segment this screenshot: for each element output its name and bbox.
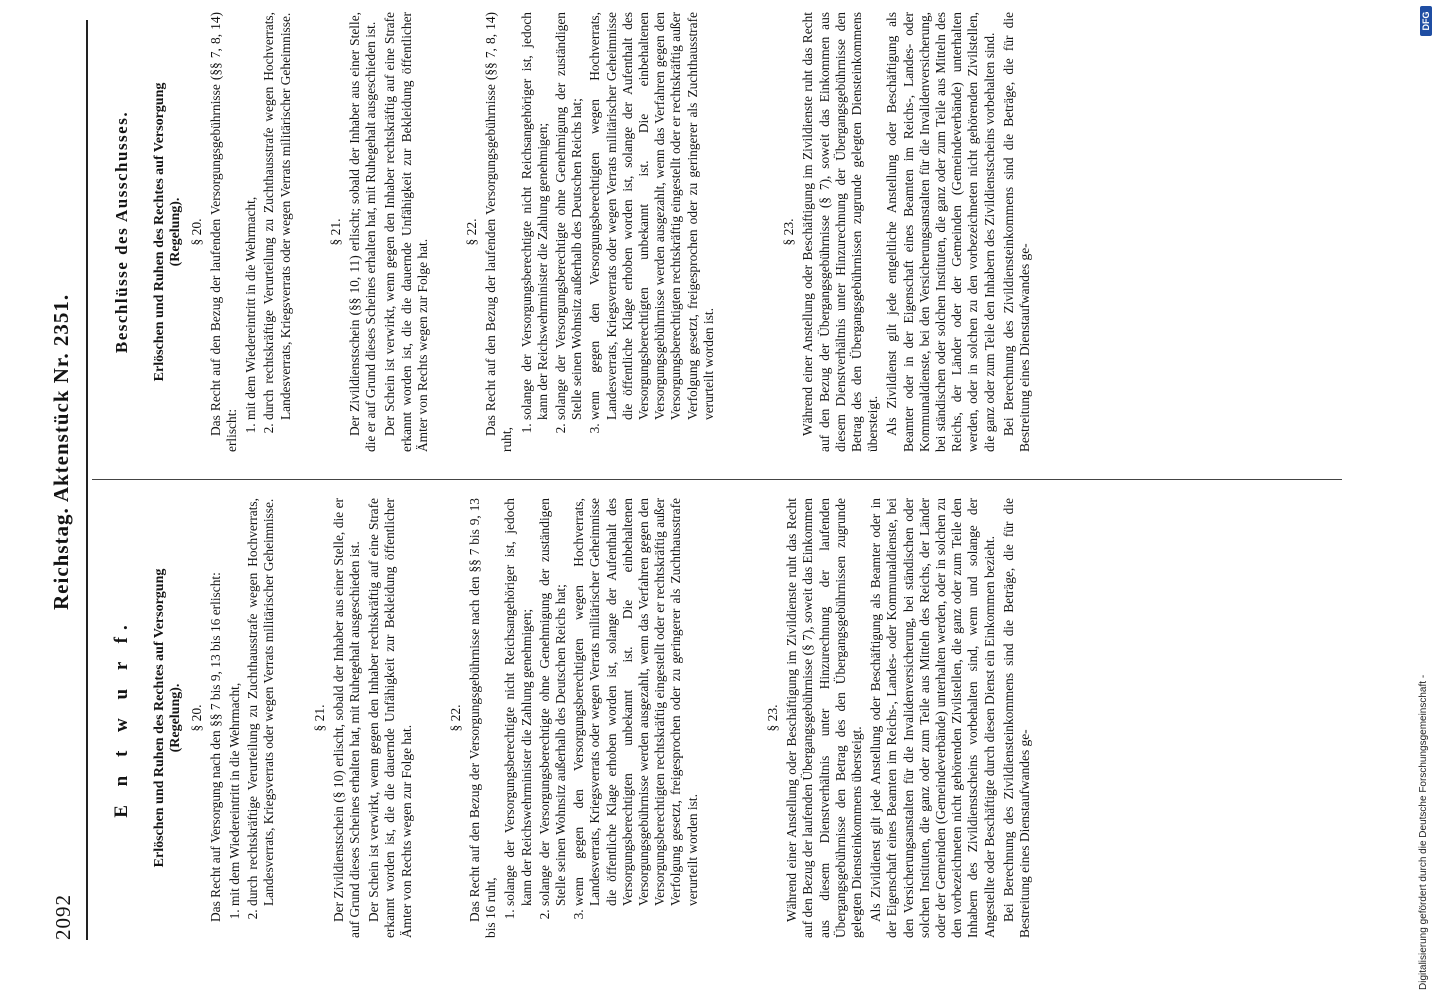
list-item: 2. solange der Versorgungsberechtigte ohne Genehmigung der zuständigen Stelle seinen Wohnsitz außerhalb des Deutschen Reichs hat; — [537, 498, 569, 906]
left-s22-intro: Das Recht auf den Bezug der Versorgungsgebührnisse nach den §§ 7 bis 9, 13 bis 16 ruht, — [467, 498, 499, 938]
left-s23-p2: Als Zivildienst gilt jede Anstellung oder Beschäftigung als Beamter oder in der Eigenschaft eines Beamten im Reichs-, Landes- oder Kommunaldienste, bei den Versicherungsanstalten für die Invalidenversicherung, bei ständischen oder solchen Instituten, die ganz oder zum Teile aus Mitteln des Reichs, der Länder oder der Gemeinden (Gemeindeverbände) unterhalten werden, oder in solchen zu den vorbezeichneten nicht gehörenden Zivilstellen, die ganz oder zum Teile den Inhabern des Zivildienstscheins vorbehalten sind, wenn und solange der Angestellte oder Beschäftigte durch diesen Dienst ein Einkommen bezieht. — [868, 498, 997, 938]
left-s21-p2: Der Schein ist verwirkt, wenn gegen den Inhaber rechtskräftig auf eine Strafe erkannt worden ist, die die dauernde Unfähigkeit zur Bekleidung öffentlicher Ämter von Rechts wegen zur Folge hat. — [366, 498, 414, 938]
digitization-credit — [1418, 10, 1432, 990]
right-s20-list — [243, 12, 294, 452]
left-s23-number: § 23. — [764, 704, 780, 732]
right-s22-list — [519, 12, 717, 452]
left-column — [100, 498, 1036, 938]
right-s22-intro: Das Recht auf den Bezug der laufenden Versorgungsgebührnisse (§§ 7, 8, 14) ruht, — [483, 12, 515, 452]
list-item: 1. mit dem Wiedereintritt in die Wehrmacht, — [243, 12, 259, 420]
left-s20-list — [227, 498, 278, 938]
left-s21-number: § 21. — [311, 704, 327, 732]
dfg-logo-icon — [1420, 6, 1432, 36]
header-rule — [86, 20, 88, 940]
right-s20-number: § 20. — [188, 218, 204, 246]
list-item: 1. mit dem Wiedereintritt in die Wehrmacht, — [227, 498, 243, 906]
list-item: 1. solange der Versorgungsberechtigte nicht Reichsangehöriger ist, jedoch kann der Reichswehrminister die Zahlung genehmigen; — [519, 12, 551, 420]
right-s23-p1: Während einer Anstellung oder Beschäftigung im Zivildienste ruht das Recht auf den Bezug der Übergangsgebührnisse (§ 7), soweit das Einkommen aus diesem Dienstverhältnis unter Hinzurechnung der Übergangsgebührnisse den Betrag des den Übergangsgebührnissen zugrunde gelegten Diensteinkommens übersteigt. — [800, 12, 881, 452]
left-s20-number: § 20. — [188, 704, 204, 732]
left-heading-sub: (Regelung). — [168, 683, 184, 753]
left-column-title: E n t w u r f. — [111, 618, 132, 818]
right-column — [100, 12, 1036, 452]
right-s23-p2: Als Zivildienst gilt jede entgeltliche Anstellung oder Beschäftigung als Beamter oder in der Eigenschaft eines Beamten im Reichs-, Landes- oder Kommunaldienste, bei den Versicherungsanstalten für die Invalidenversicherung, bei ständischen oder solchen Instituten, die ganz oder zum Teile aus Mitteln des Reichs, der Länder oder der Gemeinden (Gemeindeverbände) unterhalten werden, oder in solchen zu den vorbezeichneten nicht gehörenden Zivilstellen, die ganz oder zum Teile den Inhabern des Zivildienstscheins vorbehalten sind. — [884, 12, 997, 452]
right-heading-sub: (Regelung). — [168, 197, 184, 267]
left-s21-p1: Der Zivildienstschein (§ 10) erlischt, sobald der Inhaber aus einer Stelle, die er auf Grund dieses Scheines erhalten hat, mit Ruhegehalt ausgeschieden ist. — [330, 498, 363, 938]
right-s21-p2: Der Schein ist verwirkt, wenn gegen den Inhaber rechtskräftig auf eine Strafe erkannt worden ist, die die dauernde Unfähigkeit zur Bekleidung öffentlicher Ämter von Rechts wegen zur Folge hat. — [382, 12, 430, 452]
list-item: 3. wenn gegen den Versorgungsberechtigten wegen Hochverrats, Landesverrats, Kriegsverrats oder wegen Verrats militärischer Geheimnisse die öffentliche Klage erhoben worden ist, solange der Aufenthalt des Versorgungsberechtigten unbekannt ist. Die einbehaltenen Versorgungsgebührnisse werden ausgezahlt, wenn das Verfahren gegen den Versorgungsberechtigten rechtskräftig eingestellt oder er rechtskräftig außer Verfolgung gesetzt, freigesprochen oder zu geringerer als Zuchthausstrafe verurteilt worden ist. — [571, 498, 701, 906]
right-s21-p1: Der Zivildienstschein (§§ 10, 11) erlischt; sobald der Inhaber aus einer Stelle, die er auf Grund dieses Scheines erhalten hat, mit Ruhegehalt ausgeschieden ist. — [347, 12, 379, 452]
right-heading: Erlöschen und Ruhen des Rechtes auf Versorgung — [152, 82, 168, 382]
page-header — [45, 20, 85, 940]
left-s23-p3: Bei Berechnung des Zivildiensteinkommens sind die Beträge, die für die Bestreitung eines Dienstaufwandes ge- — [1000, 498, 1032, 938]
right-s22-number: § 22. — [464, 218, 480, 246]
running-title: Reichstag. Aktenstück Nr. 2351. — [49, 293, 73, 610]
credit-text: Digitalisierung gefördert durch die Deutsche Forschungsgemeinschaft - — [1418, 674, 1429, 990]
list-item: 2. durch rechtskräftige Verurteilung zu Zuchthausstrafe wegen Hochverrats, Landesverrats, Kriegsverrats oder wegen Verrats militärischer Geheimnisse. — [261, 12, 293, 420]
list-item: 2. solange der Versorgungsberechtigte ohne Genehmigung der zuständigen Stelle seinen Wohnsitz außerhalb des Deutschen Reichs hat; — [553, 12, 585, 420]
left-s22-number: § 22. — [447, 704, 463, 732]
list-item: 3. wenn gegen den Versorgungsberechtigten wegen Hochverrats, Landesverrats, Kriegsverrats oder wegen Verrats militärischer Geheimnisse die öffentliche Klage erhoben worden ist, solange der Aufenthalt des Versorgungsberechtigten unbekannt ist. Die einbehaltenen Versorgungsgebührnisse werden ausgezahlt, wenn das Verfahren gegen den Versorgungsberechtigten rechtskräftig eingestellt oder er rechtskräftig außer Verfolgung gesetzt, freigesprochen oder zu geringerer als Zuchthausstrafe verurteilt worden ist. — [587, 12, 717, 420]
right-s20-intro: Das Recht auf den Bezug der laufenden Versorgungsgebührnisse (§§ 7, 8, 14) erlischt: — [207, 12, 240, 452]
column-divider — [92, 479, 1342, 480]
right-s23-p3: Bei Berechnung des Zivildiensteinkommens sind die Beträge, die für die Bestreitung eines Dienstaufwandes ge- — [1000, 12, 1032, 452]
dfg-logo-label: DFG — [1421, 11, 1431, 31]
right-s21-number: § 21. — [327, 218, 343, 246]
list-item: 2. durch rechtskräftige Verurteilung zu Zuchthausstrafe wegen Hochverrats, Landesverrats, Kriegsverrats oder wegen Verrats militärischer Geheimnisse. — [245, 498, 277, 906]
page-number: 2092 — [51, 894, 75, 940]
left-heading: Erlöschen und Ruhen des Rechtes auf Versorgung — [152, 568, 168, 868]
right-column-title: Beschlüsse des Ausschusses. — [112, 110, 131, 354]
left-s20-intro: Das Recht auf Versorgung nach den §§ 7 bis 9, 13 bis 16 erlischt: — [207, 572, 223, 922]
right-s23-number: § 23. — [781, 218, 797, 246]
left-s22-list — [502, 498, 700, 938]
list-item: 1. solange der Versorgungsberechtigte nicht Reichsangehöriger ist, jedoch kann der Reichswehrminister die Zahlung genehmigen; — [502, 498, 534, 906]
left-s23-p1: Während einer Anstellung oder Beschäftigung im Zivildienste ruht das Recht auf den Bezug der laufenden Übergangsgebührnisse (§ 7), soweit das Einkommen aus diesem Dienstverhältnis unter Hinzurechnung der laufenden Übergangsgebührnisse den Betrag des den Übergangsgebührnissen zugrunde gelegten Diensteinkommens übersteigt. — [784, 498, 864, 938]
